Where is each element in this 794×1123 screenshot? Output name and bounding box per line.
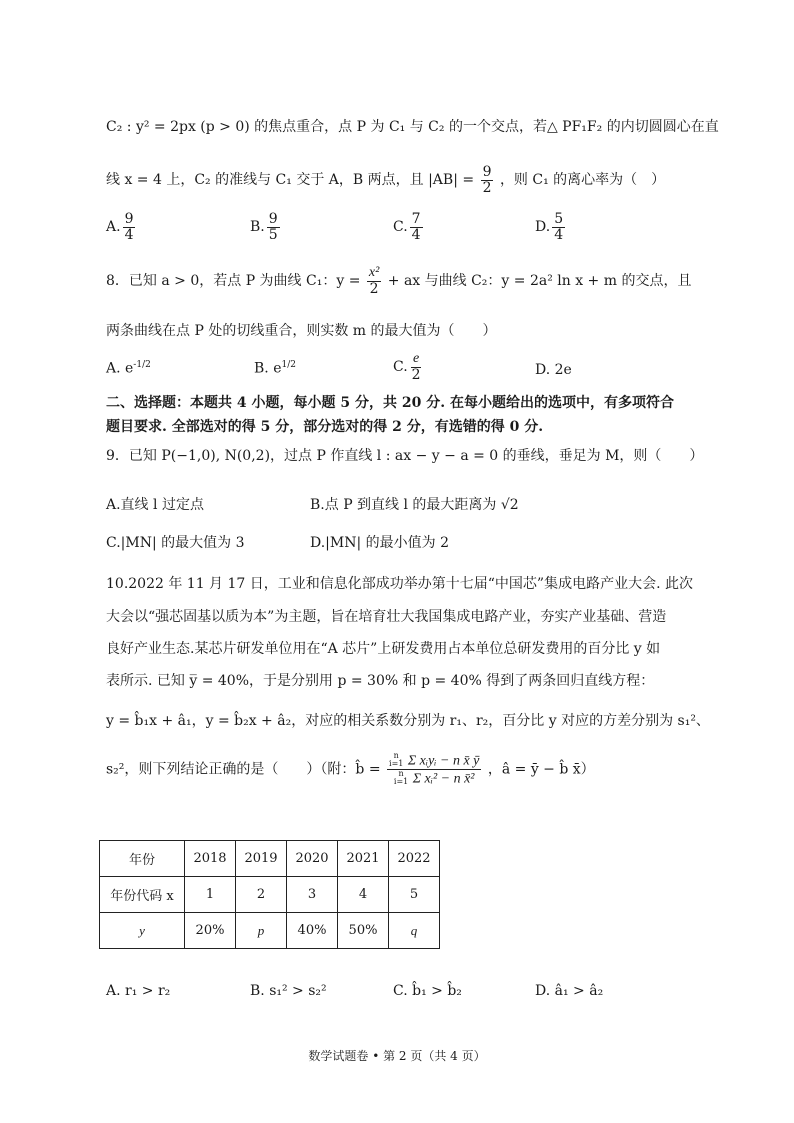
q10-formula-num: n i=1 Σ xᵢyᵢ − n x̄ ȳ: [389, 751, 480, 769]
q8-option-a: [106, 360, 151, 377]
section2-line2: 题目要求. 全部选对的得 5 分，部分选对的得 2 分，有选错的得 0 分.: [106, 419, 544, 435]
page-footer: 数学试题卷 • 第 2 页（共 4 页）: [308, 1049, 486, 1063]
table-cell: 50%: [338, 913, 389, 949]
q8-option-c-label: C.: [393, 359, 408, 376]
q7-option-b: [250, 212, 282, 242]
table-cell: 2020: [287, 841, 338, 877]
q10-line6: [106, 752, 595, 787]
q7-line2: [106, 165, 665, 195]
q8-option-c-den: 2: [411, 366, 421, 383]
q10-line3: 良好产业生态.某芯片研发单位用在“A 芯片”上研发费用占本单位总研发费用的百分比 y 如: [106, 641, 661, 657]
q10-option-d: D. â₁ > â₂: [535, 983, 604, 999]
q8-option-a-text: A. e: [106, 360, 134, 377]
q7-line2-text-a: 线 x = 4 上，C₂ 的准线与 C₁ 交于 A，B 两点，且 |AB| =: [106, 172, 475, 189]
table-cell: 2019: [236, 841, 287, 877]
q7-ab-num: 9: [482, 164, 492, 180]
q9-option-a: A.直线 l 过定点: [106, 497, 204, 513]
table-row: [100, 841, 440, 877]
q7-option-c: [393, 212, 425, 242]
q7-option-d: [535, 212, 567, 242]
table-cell: y: [100, 913, 185, 949]
q10-line1: 10.2022 年 11 月 17 日，工业和信息化部成功举办第十七届“中国芯”集成电路产业大会. 此次: [106, 576, 693, 592]
table-cell: 2: [236, 877, 287, 913]
q7-ab-den: 2: [482, 179, 492, 196]
q10-line4: 表所示. 已知 y̅ = 40%，于是分别用 p = 30% 和 p = 40% 得到了两条回归直线方程：: [106, 673, 655, 689]
table-cell: 年份代码 x: [100, 877, 185, 913]
table-cell: 3: [287, 877, 338, 913]
q8-option-c: [393, 352, 425, 382]
q9-stem: 9．已知 P(−1,0), N(0,2)，过点 P 作直线 l : ax − y − a = 0 的垂线，垂足为 M，则（ ）: [106, 448, 704, 464]
q10-option-b: B. s₁² > s₂²: [250, 983, 327, 999]
q10-line6-text-b: ，â = ȳ − b̂ x̄）: [487, 761, 595, 778]
q9-option-c: C.|MN| 的最大值为 3: [106, 535, 245, 551]
table-cell: 5: [389, 877, 440, 913]
q8-line1: [106, 266, 691, 296]
q7-line2-text-b: ，则 C₁ 的离心率为（ ）: [499, 172, 666, 189]
q10-bhat-formula: [387, 752, 481, 787]
q7-option-d-label: D.: [535, 219, 551, 236]
q8-line1-text-b: + ax 与曲线 C₂：y = 2a² ln x + m 的交点，且: [387, 273, 692, 290]
q8-curve-fraction: [367, 266, 381, 296]
q7-option-b-den: 5: [268, 226, 278, 243]
q10-line6-text-a: s₂²，则下列结论正确的是（ ）（附：b̂ =: [106, 761, 381, 778]
q8-line1-text-a: 8．已知 a > 0，若点 P 为曲线 C₁：y =: [106, 273, 361, 290]
q10-option-a: A. r₁ > r₂: [106, 983, 171, 999]
q7-option-c-label: C.: [393, 219, 408, 236]
q8-option-c-num: e: [413, 351, 420, 366]
section2-line1: 二、选择题：本题共 4 小题，每小题 5 分，共 20 分. 在每小题给出的选项中，有多项符合: [106, 395, 674, 411]
q10-formula-den: n i=1 Σ xᵢ² − n x̄²: [393, 769, 475, 787]
q7-option-b-label: B.: [250, 219, 265, 236]
q10-sum-bottom-symbol: n i=1: [393, 769, 409, 787]
q9-option-d: D.|MN| 的最小值为 2: [310, 535, 450, 551]
q8-line2: 两条曲线在点 P 处的切线重合，则实数 m 的最大值为（ ）: [106, 323, 497, 339]
table-row: [100, 913, 440, 949]
q10-sum-top-symbol: n i=1: [389, 751, 404, 769]
table-cell: 40%: [287, 913, 338, 949]
table-cell: 1: [185, 877, 236, 913]
q8-option-d: D. 2e: [535, 362, 572, 378]
q7-line1: C₂ : y² = 2px (p > 0) 的焦点重合，点 P 为 C₁ 与 C₂ 的一个交点，若△ PF₁F₂ 的内切圆圆心在直: [106, 119, 719, 135]
q7-ab-fraction: [481, 165, 494, 195]
table-cell: q: [389, 913, 440, 949]
q10-line2: 大会以“强芯固基以质为本”为主题，旨在培育壮大我国集成电路产业，夯实产业基础、营造: [106, 609, 667, 625]
table-cell: 20%: [185, 913, 236, 949]
q8-option-a-exp: -1/2: [133, 360, 151, 370]
q10-data-table: [99, 840, 440, 949]
q8-curve-den: 2: [369, 280, 379, 297]
q8-option-b-text: B. e: [254, 360, 282, 377]
q9-option-b: B.点 P 到直线 l 的最大距离为 √2: [310, 497, 519, 513]
table-cell: 4: [338, 877, 389, 913]
q10-option-c: C. b̂₁ > b̂₂: [393, 983, 462, 999]
table-cell: 2021: [338, 841, 389, 877]
q8-option-b-exp: 1/2: [281, 360, 296, 370]
q7-option-d-num: 5: [554, 211, 564, 227]
q8-curve-num: x²: [368, 265, 380, 280]
table-cell: 年份: [100, 841, 185, 877]
q8-option-b: [254, 360, 296, 377]
q7-option-b-num: 9: [268, 211, 278, 227]
q7-option-a: [106, 212, 137, 242]
table-row: [100, 877, 440, 913]
q7-option-c-num: 7: [411, 211, 421, 227]
q10-line5: y = b̂₁x + â₁，y = b̂₂x + â₂，对应的相关系数分别为 r₁、r₂，百分比 y 对应的方差分别为 s₁²、: [106, 713, 710, 729]
table-cell: p: [236, 913, 287, 949]
q7-option-c-den: 4: [411, 226, 421, 243]
q7-option-a-num: 9: [124, 211, 134, 227]
q7-option-a-den: 4: [124, 226, 134, 243]
q7-option-a-label: A.: [106, 219, 121, 236]
q7-option-d-den: 4: [554, 226, 564, 243]
table-cell: 2022: [389, 841, 440, 877]
table-cell: 2018: [185, 841, 236, 877]
